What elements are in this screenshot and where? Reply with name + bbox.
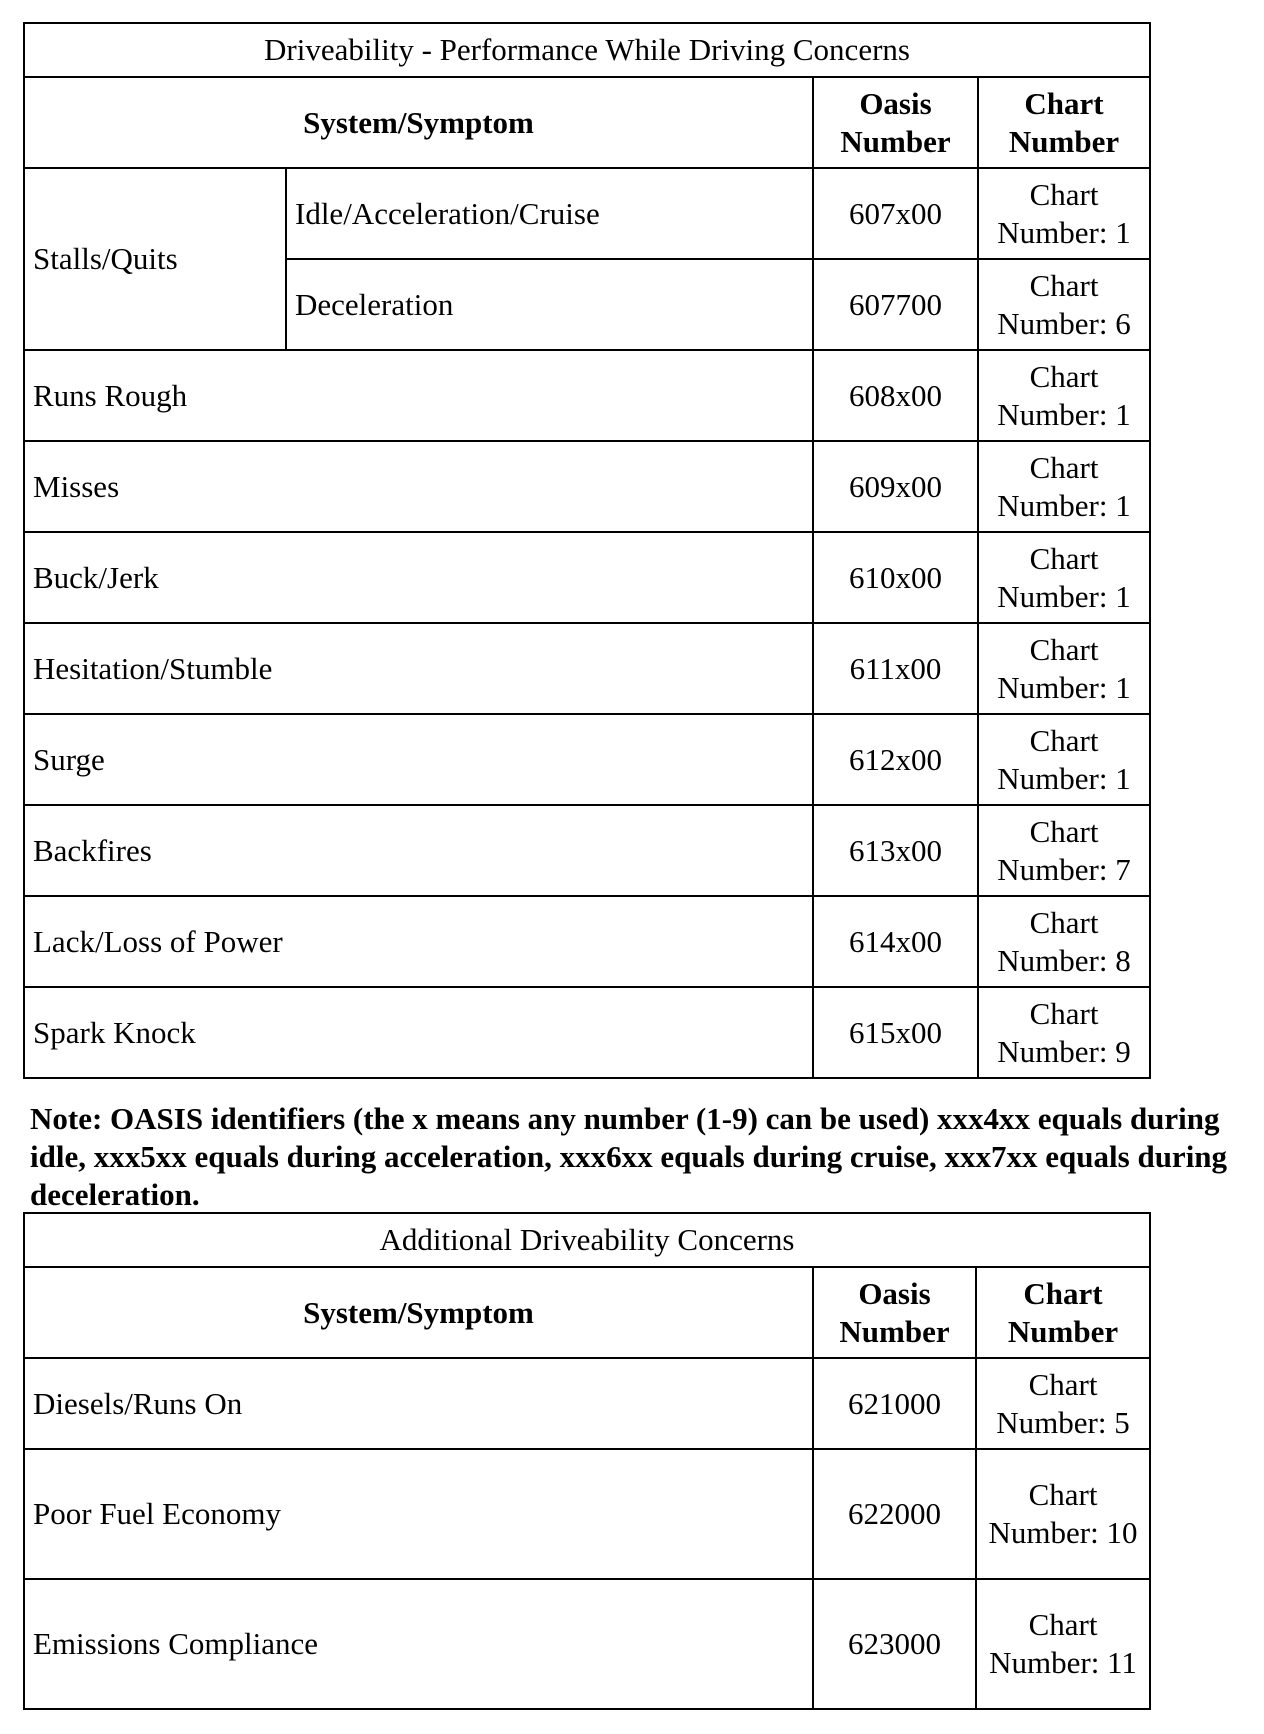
chart-number-cell: Chart Number: 11 (976, 1579, 1150, 1709)
oasis-number-cell: 614x00 (813, 896, 978, 987)
symptom-cell: Hesitation/Stumble (24, 623, 813, 714)
symptom-cell: Buck/Jerk (24, 532, 813, 623)
oasis-number-cell: 615x00 (813, 987, 978, 1078)
symptom-cell: Spark Knock (24, 987, 813, 1078)
symptom-cell: Surge (24, 714, 813, 805)
chart-number-cell: Chart Number: 1 (978, 532, 1150, 623)
oasis-number-cell: 611x00 (813, 623, 978, 714)
symptom-cell: Runs Rough (24, 350, 813, 441)
table-row (24, 350, 1150, 441)
chart-number-cell: Chart Number: 7 (978, 805, 1150, 896)
chart-number-cell: Chart Number: 1 (978, 168, 1150, 259)
oasis-number-cell: 621000 (813, 1358, 976, 1449)
table-title: Additional Driveability Concerns (24, 1213, 1150, 1267)
table-row (24, 987, 1150, 1078)
chart-number-cell: Chart Number: 9 (978, 987, 1150, 1078)
header-oasis-number: Oasis Number (813, 77, 978, 168)
symptom-cell: Diesels/Runs On (24, 1358, 813, 1449)
oasis-number-cell: 608x00 (813, 350, 978, 441)
table-row (24, 623, 1150, 714)
table-row (24, 441, 1150, 532)
chart-number-cell: Chart Number: 6 (978, 259, 1150, 350)
oasis-number-cell: 609x00 (813, 441, 978, 532)
header-chart-number: Chart Number (976, 1267, 1150, 1358)
oasis-number-cell: 613x00 (813, 805, 978, 896)
oasis-number-cell: 607x00 (813, 168, 978, 259)
table-row (24, 896, 1150, 987)
oasis-note: Note: OASIS identifiers (the x means any number (1-9) can be used) xxx4xx equals during idle, xxx5xx equals during acceleration, xxx6xx equals during cruise, xxx7xx equals during deceleration. (30, 1101, 1228, 1212)
header-system-symptom: System/Symptom (24, 77, 813, 168)
table-row (24, 714, 1150, 805)
table-row (24, 168, 1150, 259)
symptom-cell: Emissions Compliance (24, 1579, 813, 1709)
chart-number-cell: Chart Number: 5 (976, 1358, 1150, 1449)
header-system-symptom: System/Symptom (24, 1267, 813, 1358)
chart-number-cell: Chart Number: 1 (978, 441, 1150, 532)
header-oasis-number: Oasis Number (813, 1267, 976, 1358)
additional-driveability-table (23, 1212, 1151, 1710)
symptom-cell: Lack/Loss of Power (24, 896, 813, 987)
oasis-number-cell: 612x00 (813, 714, 978, 805)
table-row (24, 1358, 1150, 1449)
oasis-number-cell: 623000 (813, 1579, 976, 1709)
symptom-cell: Stalls/Quits (24, 168, 286, 350)
sub-symptom-cell: Idle/Acceleration/Cruise (286, 168, 813, 259)
oasis-number-cell: 610x00 (813, 532, 978, 623)
table-row (24, 532, 1150, 623)
table-title: Driveability - Performance While Driving Concerns (24, 23, 1150, 77)
symptom-cell: Backfires (24, 805, 813, 896)
driveability-table (23, 22, 1151, 1079)
chart-number-cell: Chart Number: 1 (978, 350, 1150, 441)
oasis-number-cell: 622000 (813, 1449, 976, 1579)
sub-symptom-cell: Deceleration (286, 259, 813, 350)
table-row (24, 805, 1150, 896)
symptom-cell: Misses (24, 441, 813, 532)
header-chart-number: Chart Number (978, 77, 1150, 168)
table-row (24, 1579, 1150, 1709)
table-row (24, 1449, 1150, 1579)
symptom-cell: Poor Fuel Economy (24, 1449, 813, 1579)
oasis-number-cell: 607700 (813, 259, 978, 350)
chart-number-cell: Chart Number: 10 (976, 1449, 1150, 1579)
chart-number-cell: Chart Number: 1 (978, 714, 1150, 805)
chart-number-cell: Chart Number: 1 (978, 623, 1150, 714)
chart-number-cell: Chart Number: 8 (978, 896, 1150, 987)
